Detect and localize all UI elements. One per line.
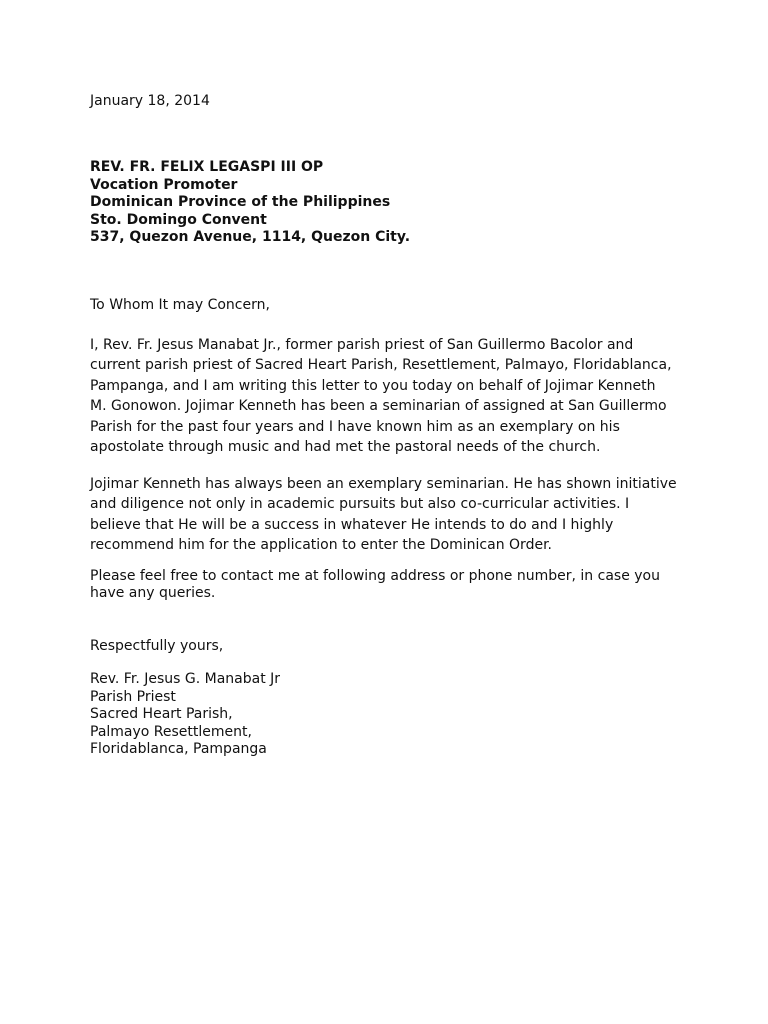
paragraph-line: have any queries.: [90, 585, 216, 601]
paragraph-line: M. Gonowon. Jojimar Kenneth has been a seminarian of assigned at San Guillermo: [90, 398, 667, 415]
signer-province: Floridablanca, Pampanga: [90, 741, 267, 757]
body-paragraph-1: [90, 335, 690, 457]
date-text: January 18, 2014: [90, 93, 210, 109]
signer-parish: Sacred Heart Parish,: [90, 706, 233, 722]
paragraph-line: Pampanga, and I am writing this letter to you today on behalf of Jojimar Kenneth: [90, 377, 656, 394]
recipient-title: Vocation Promoter: [90, 176, 238, 193]
paragraph-line: believe that He will be a success in whatever He intends to do and I highly: [90, 516, 614, 533]
paragraph-line: apostolate through music and had met the pastoral needs of the church.: [90, 438, 601, 455]
recipient-address: [90, 159, 690, 247]
recipient-street-address: 537, Quezon Avenue, 1114, Quezon City.: [90, 229, 411, 245]
letter-date: [90, 91, 690, 111]
paragraph-line: current parish priest of Sacred Heart Parish, Resettlement, Palmayo, Floridablanca,: [90, 357, 672, 374]
paragraph-line: Please feel free to contact me at following address or phone number, in case you: [90, 568, 660, 584]
recipient-convent: Sto. Domingo Convent: [90, 211, 267, 228]
closing-text: Respectfully yours,: [90, 638, 224, 654]
closing: [90, 636, 690, 656]
paragraph-line: Parish for the past four years and I have known him as an exemplary on his: [90, 418, 620, 435]
paragraph-line: and diligence not only in academic pursuits but also co-curricular activities. I: [90, 496, 630, 513]
body-paragraph-3: [90, 568, 690, 602]
signature-block: [90, 671, 690, 759]
signer-locality: Palmayo Resettlement,: [90, 723, 252, 740]
paragraph-line: I, Rev. Fr. Jesus Manabat Jr., former parish priest of San Guillermo Bacolor and: [90, 337, 634, 353]
salutation-text: To Whom It may Concern,: [90, 297, 270, 313]
recipient-organization: Dominican Province of the Philippines: [90, 194, 391, 210]
body-paragraph-2: [90, 474, 690, 556]
recipient-name: REV. FR. FELIX LEGASPI III OP: [90, 159, 324, 175]
signer-name: Rev. Fr. Jesus G. Manabat Jr: [90, 671, 281, 687]
paragraph-line: Jojimar Kenneth has always been an exemplary seminarian. He has shown initiative: [90, 476, 677, 492]
paragraph-line: recommend him for the application to enter the Dominican Order.: [90, 537, 552, 554]
salutation: [90, 295, 690, 315]
signer-title: Parish Priest: [90, 688, 176, 705]
